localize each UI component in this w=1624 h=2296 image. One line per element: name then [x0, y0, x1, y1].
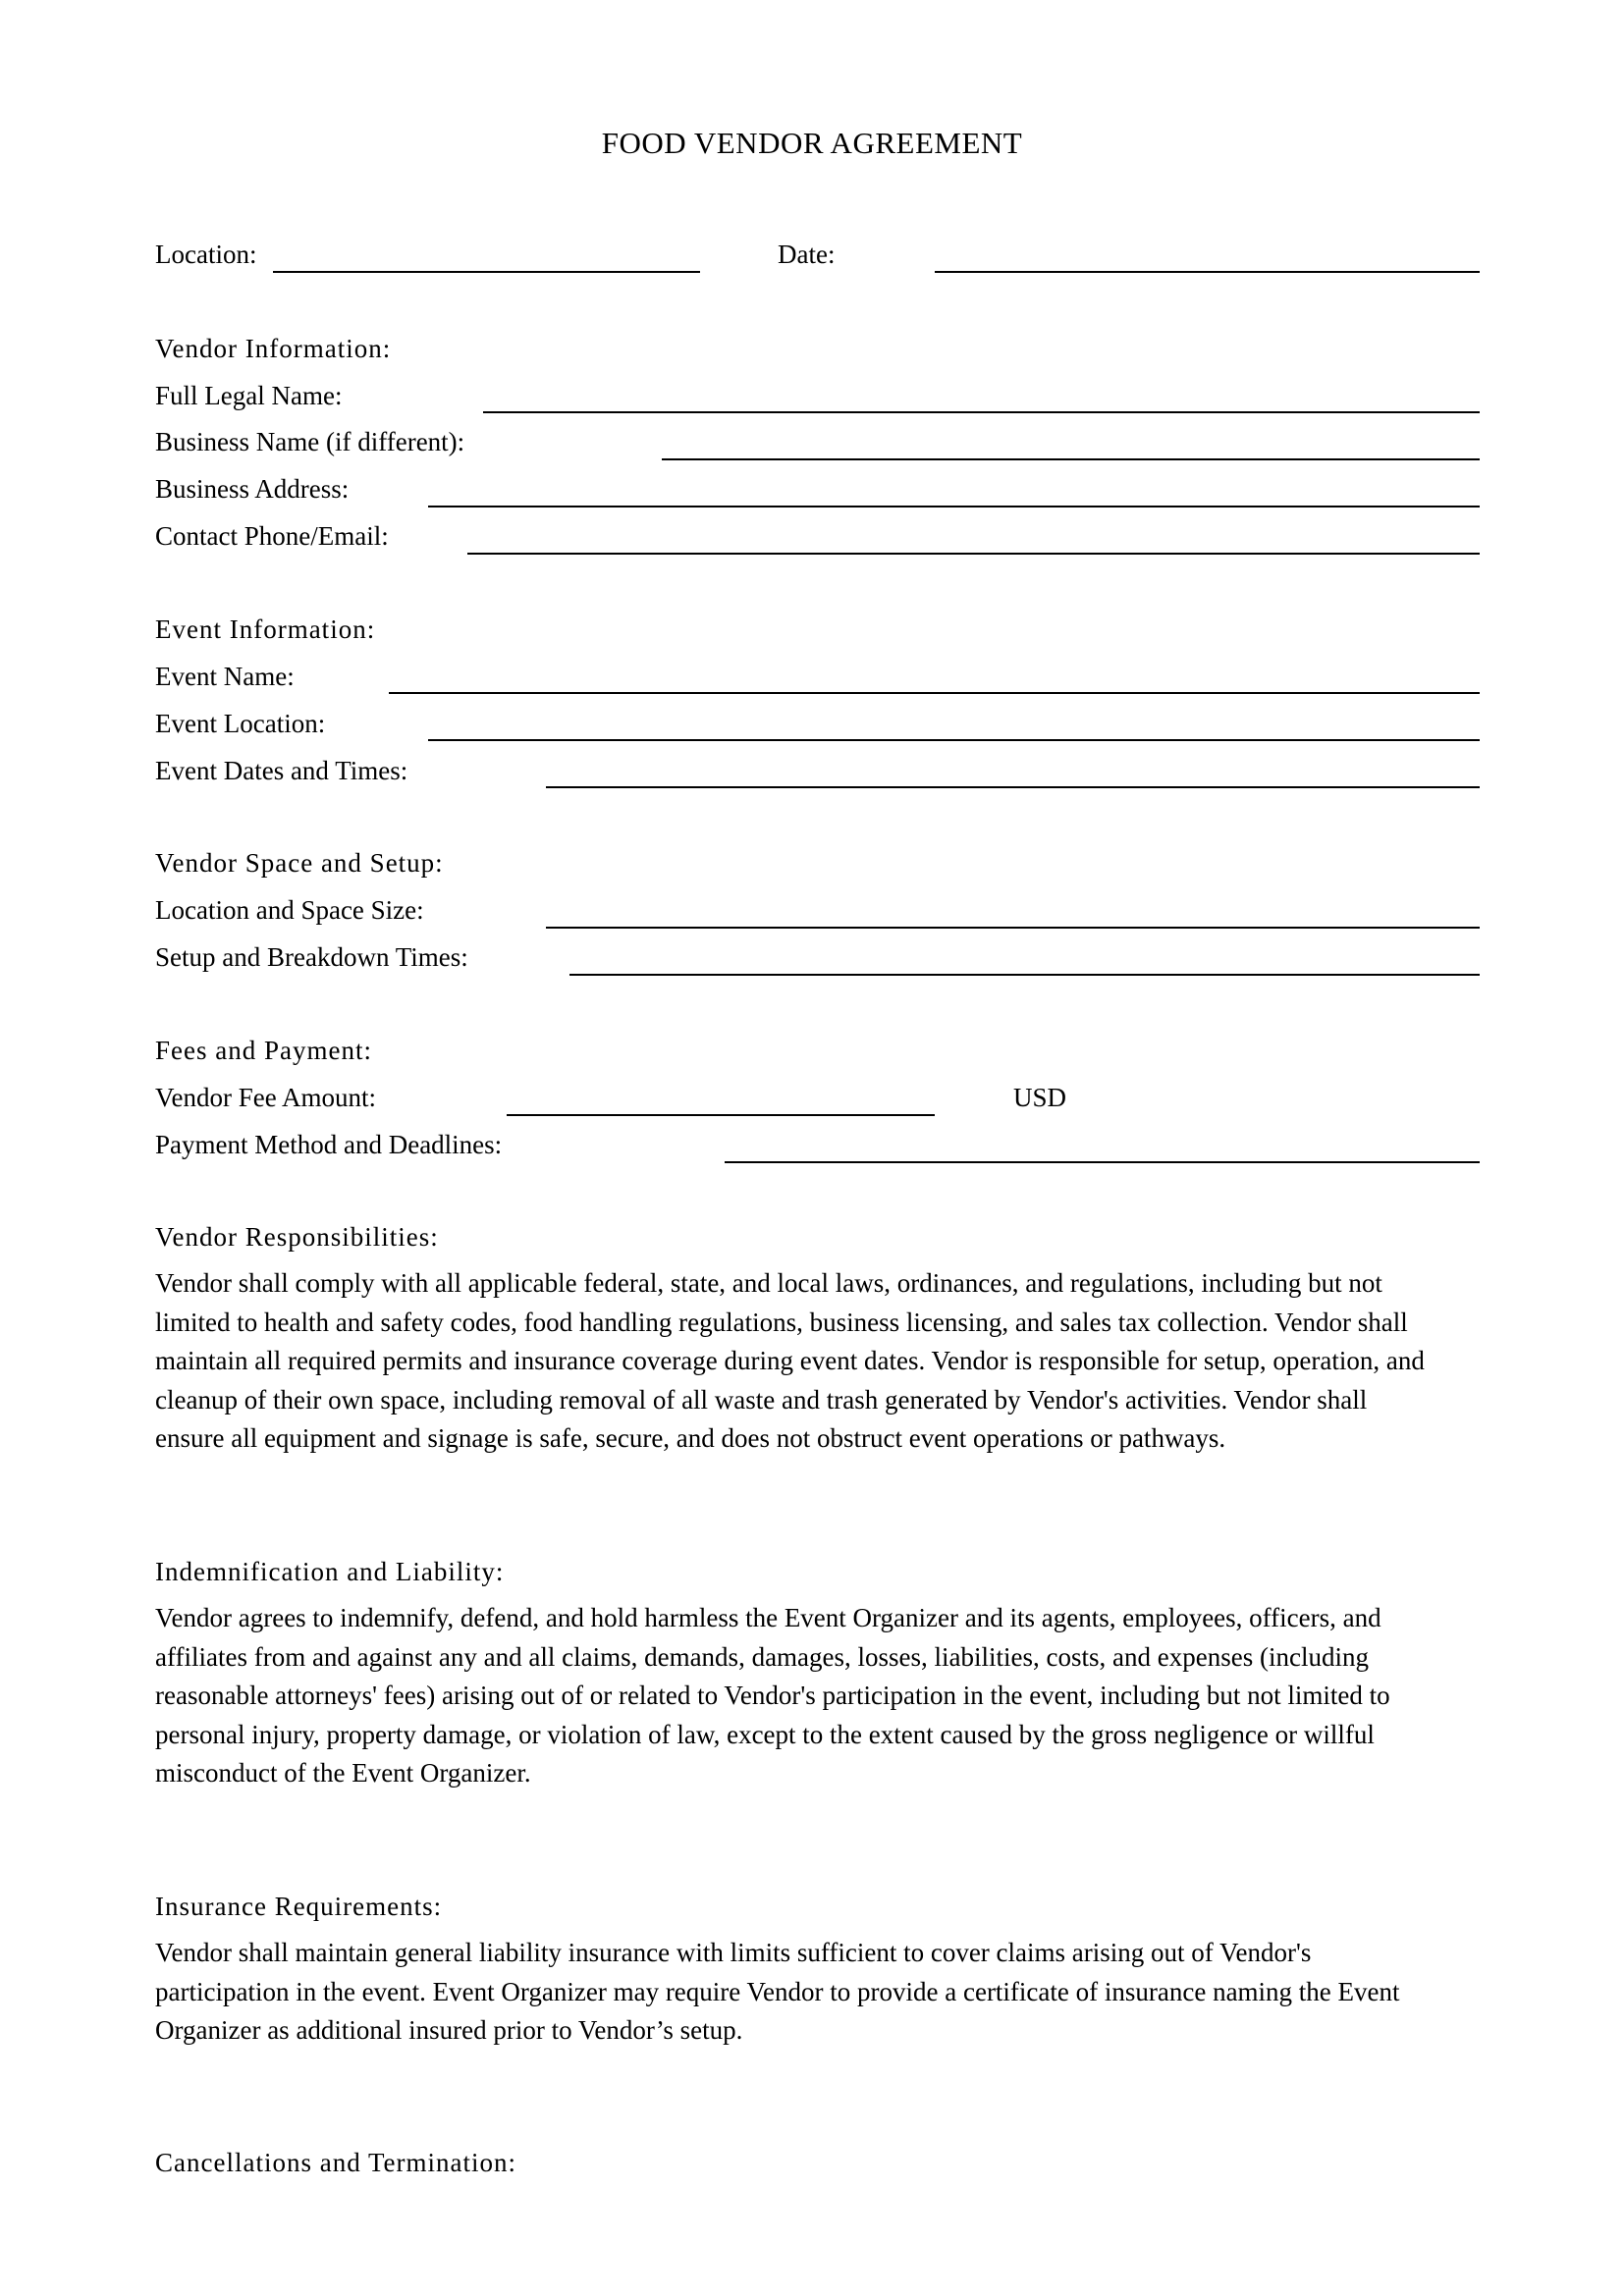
responsibilities-heading: Vendor Responsibilities:	[155, 1222, 439, 1252]
event-name-field[interactable]	[389, 692, 1480, 694]
paragraph-line: cleanup of their own space, including removal of all waste and trash generated by Vendor's activities. Vendor shall	[155, 1384, 1368, 1415]
event-location-field[interactable]	[428, 739, 1480, 741]
full-legal-name-field[interactable]	[483, 411, 1480, 413]
location-size-field[interactable]	[546, 927, 1480, 929]
location-field[interactable]	[273, 271, 700, 273]
date-label: Date:	[778, 240, 836, 269]
vendor-info-heading: Vendor Information:	[155, 334, 392, 363]
business-address-label: Business Address:	[155, 474, 350, 504]
full-legal-name-label: Full Legal Name:	[155, 381, 343, 410]
space-setup-heading: Vendor Space and Setup:	[155, 848, 444, 878]
insurance-heading: Insurance Requirements:	[155, 1892, 443, 1921]
setup-times-field[interactable]	[569, 974, 1480, 976]
paragraph-line: participation in the event. Event Organizer may require Vendor to provide a certificate of insurance naming the Event	[155, 1976, 1400, 2006]
event-location-label: Event Location:	[155, 709, 326, 738]
setup-times-label: Setup and Breakdown Times:	[155, 942, 468, 972]
fee-amount-label: Vendor Fee Amount:	[155, 1083, 376, 1112]
paragraph-line: misconduct of the Event Organizer.	[155, 1758, 531, 1788]
fee-amount-field[interactable]	[507, 1114, 935, 1116]
business-name-label: Business Name (if different):	[155, 427, 465, 456]
contact-label: Contact Phone/Email:	[155, 521, 389, 551]
business-address-field[interactable]	[428, 506, 1480, 507]
insurance-paragraph	[155, 1934, 1481, 2051]
indemnification-heading: Indemnification and Liability:	[155, 1557, 505, 1586]
location-label: Location:	[155, 240, 257, 269]
paragraph-line: personal injury, property damage, or violation of law, except to the extent caused by the gross negligence or willful	[155, 1719, 1375, 1749]
currency-label: USD	[1013, 1083, 1067, 1112]
fees-heading: Fees and Payment:	[155, 1036, 372, 1065]
paragraph-line: maintain all required permits and insurance coverage during event dates. Vendor is responsible for setup, operation, and	[155, 1346, 1425, 1375]
paragraph-line: Vendor shall comply with all applicable federal, state, and local laws, ordinances, and regulations, including but not	[155, 1268, 1382, 1298]
responsibilities-paragraph	[155, 1264, 1481, 1459]
business-name-field[interactable]	[662, 458, 1480, 460]
event-name-label: Event Name:	[155, 662, 295, 691]
paragraph-line: Vendor shall maintain general liability insurance with limits sufficient to cover claims arising out of Vendor's	[155, 1938, 1312, 1967]
paragraph-line: Vendor agrees to indemnify, defend, and hold harmless the Event Organizer and its agents, employees, officers, and	[155, 1603, 1381, 1632]
location-size-label: Location and Space Size:	[155, 895, 424, 925]
payment-method-field[interactable]	[725, 1161, 1480, 1163]
date-field[interactable]	[935, 271, 1480, 273]
page-title: FOOD VENDOR AGREEMENT	[601, 126, 1023, 160]
paragraph-line: reasonable attorneys' fees) arising out of or related to Vendor's participation in the event, including but not limited to	[155, 1681, 1390, 1710]
event-info-heading: Event Information:	[155, 614, 376, 644]
contact-field[interactable]	[467, 553, 1480, 555]
indemnification-paragraph	[155, 1599, 1481, 1793]
payment-method-label: Payment Method and Deadlines:	[155, 1130, 503, 1159]
paragraph-line: Organizer as additional insured prior to Vendor’s setup.	[155, 2015, 743, 2045]
event-dates-field[interactable]	[546, 786, 1480, 788]
paragraph-line: affiliates from and against any and all claims, demands, damages, losses, liabilities, costs, and expenses (including	[155, 1641, 1369, 1672]
paragraph-line: ensure all equipment and signage is safe, secure, and does not obstruct event operations or pathways.	[155, 1423, 1226, 1453]
cancellation-heading: Cancellations and Termination:	[155, 2148, 517, 2177]
event-dates-label: Event Dates and Times:	[155, 756, 408, 785]
paragraph-line: limited to health and safety codes, food handling regulations, business licensing, and sales tax collection. Vendor shall	[155, 1307, 1408, 1337]
